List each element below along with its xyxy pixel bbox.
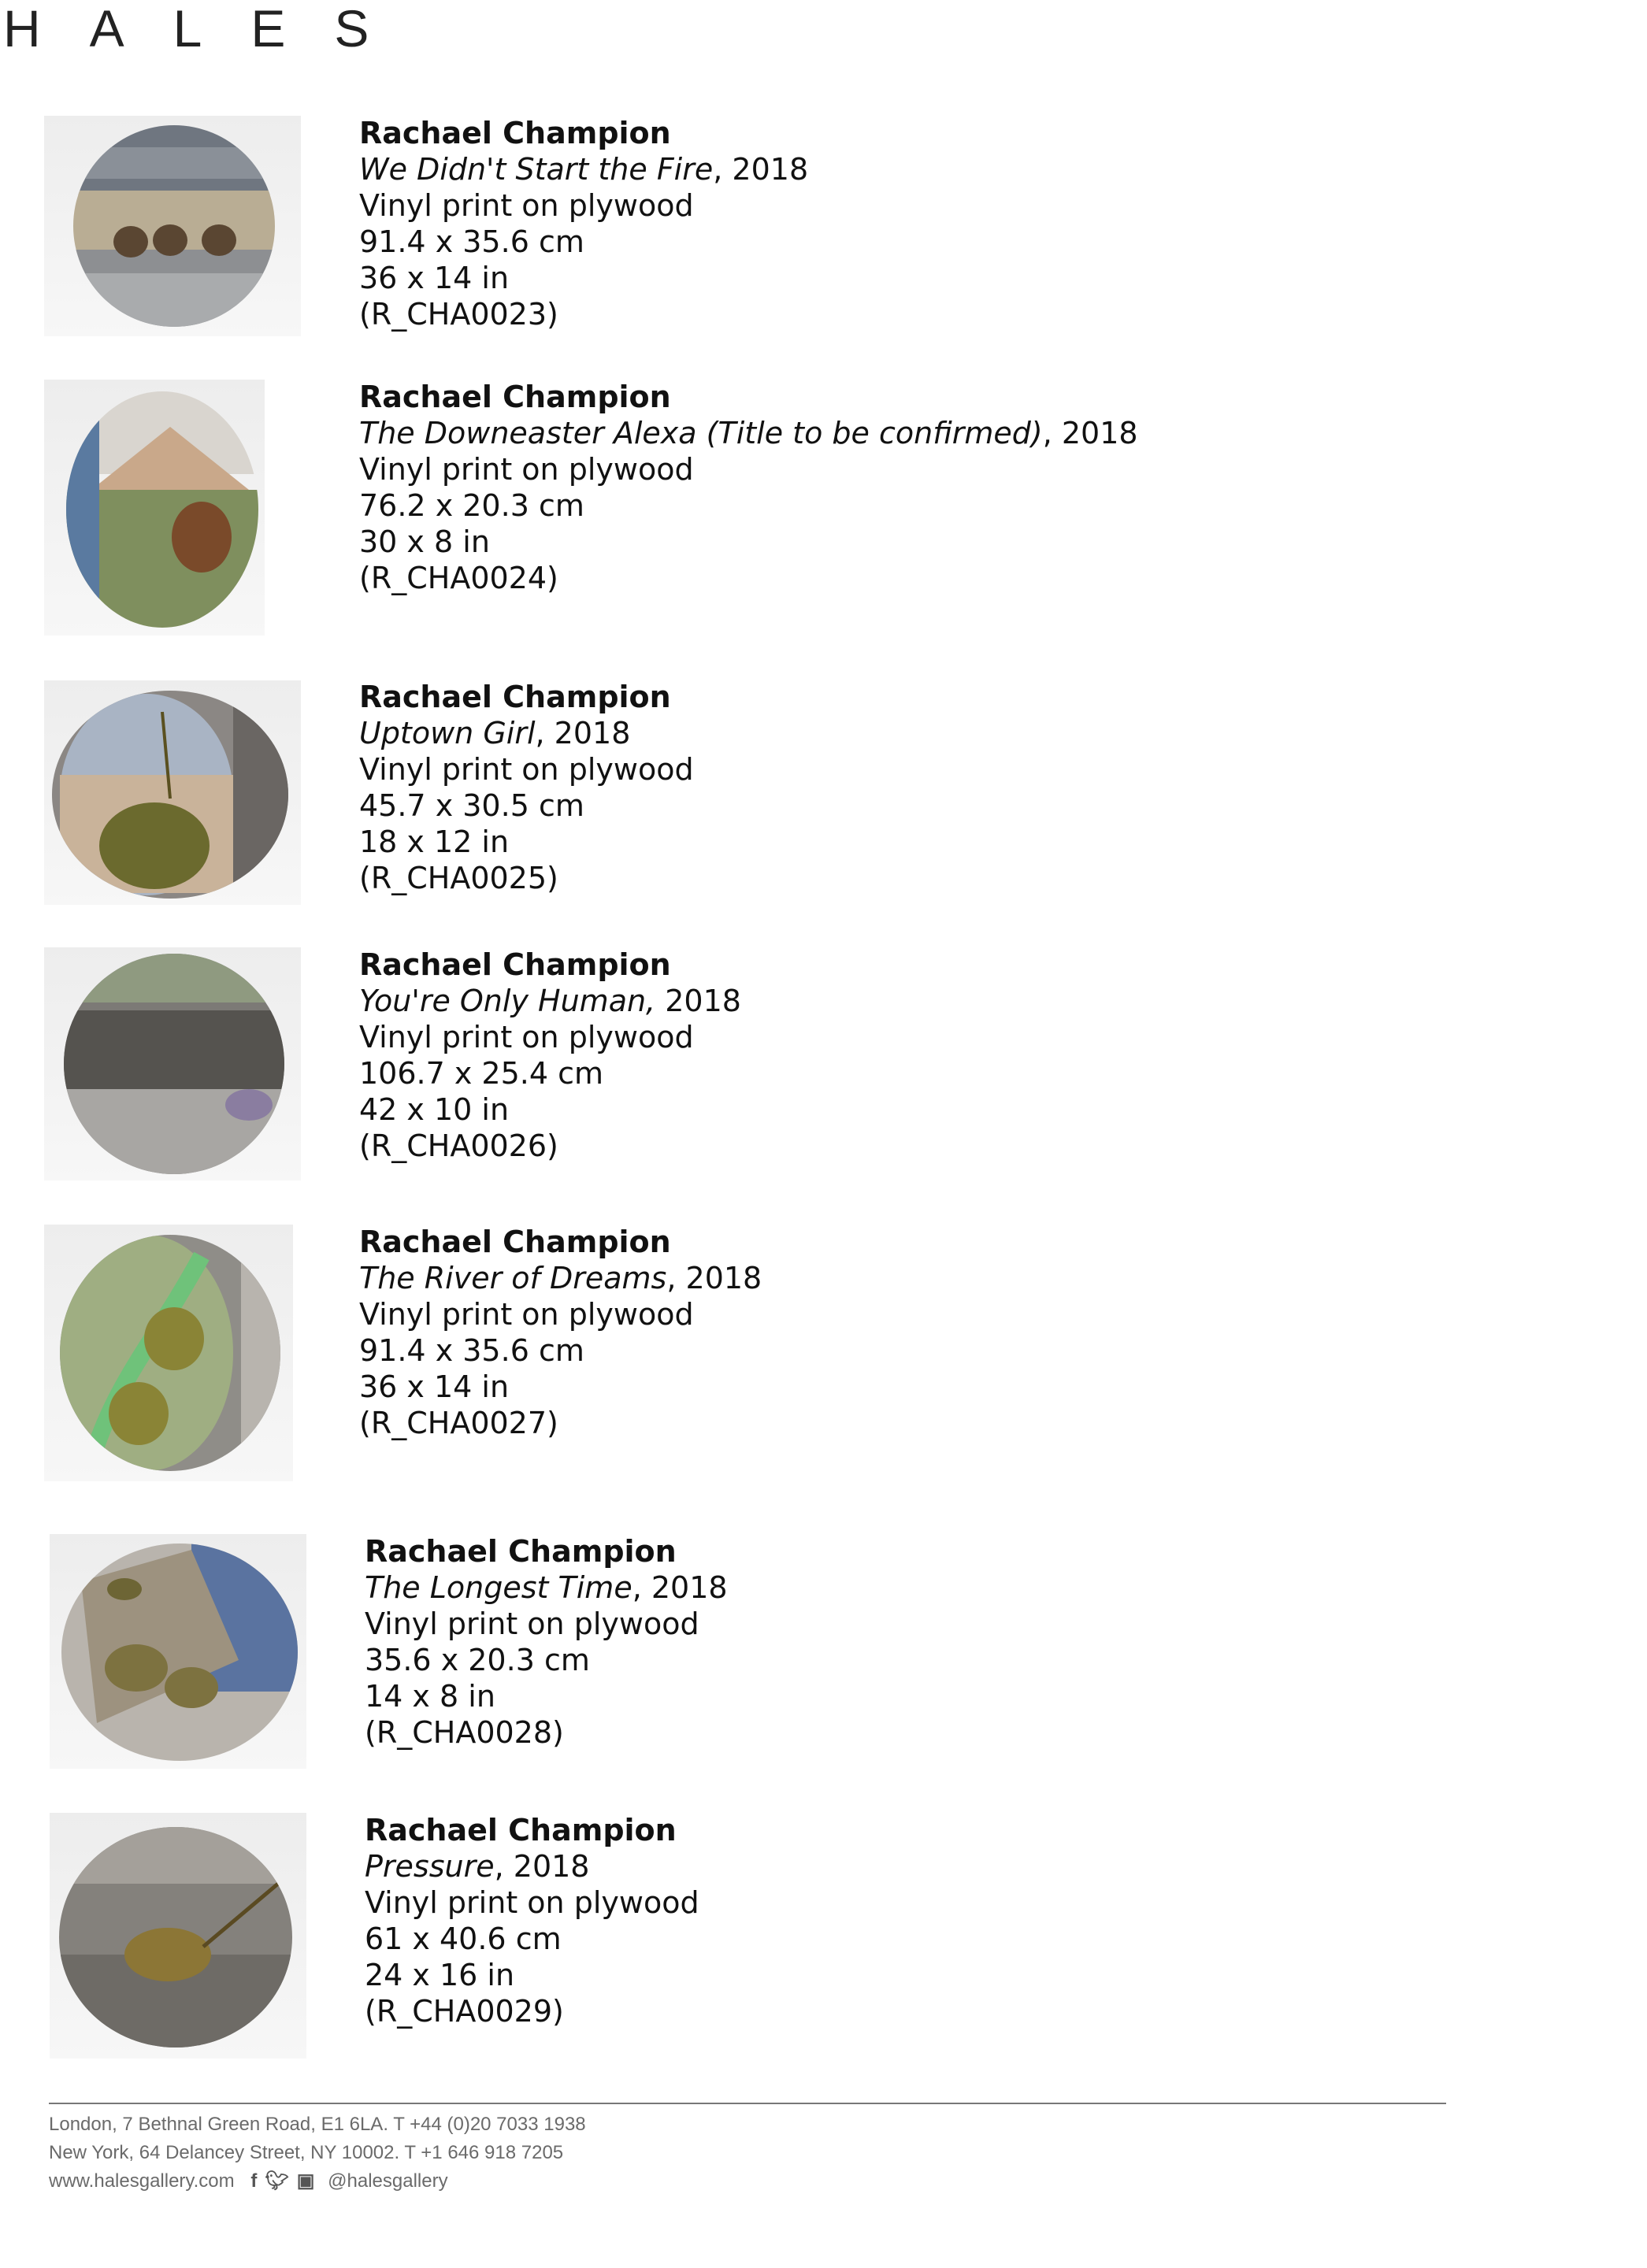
artwork-medium: Vinyl print on plywood (359, 452, 694, 487)
artwork-year: , 2018 (535, 716, 631, 750)
footer-web-row (49, 2167, 586, 2196)
artwork-year: , 2018 (632, 1570, 728, 1605)
artwork-title: The Longest Time (365, 1570, 632, 1605)
artwork-thumbnail-1 (44, 116, 301, 336)
artwork-thumbnail-4 (44, 947, 301, 1180)
artwork-thumbnail-3 (44, 680, 301, 905)
dimensions-cm: 76.2 x 20.3 cm (359, 488, 584, 523)
title-line (359, 715, 694, 751)
dimensions-cm: 35.6 x 20.3 cm (365, 1643, 590, 1677)
artwork-image-2 (44, 380, 265, 636)
artwork-caption-4 (359, 947, 741, 1164)
artwork-image-7 (50, 1813, 306, 2059)
facebook-icon[interactable]: f (250, 2170, 258, 2192)
artwork-image-3 (44, 680, 301, 905)
title-line (359, 1260, 762, 1296)
artist-name: Rachael Champion (365, 1534, 677, 1569)
artwork-thumbnail-7 (50, 1813, 306, 2059)
reference-code: (R_CHA0028) (365, 1715, 564, 1750)
artwork-year: , 2018 (494, 1849, 590, 1884)
dimensions-in: 36 x 14 in (359, 261, 510, 295)
artist-name: Rachael Champion (365, 1813, 677, 1847)
artwork-year: 2018 (655, 984, 741, 1018)
dimensions-in: 14 x 8 in (365, 1679, 495, 1714)
dimensions-cm: 45.7 x 30.5 cm (359, 788, 584, 823)
instagram-icon[interactable]: ▣ (296, 2170, 315, 2192)
london-address: London, 7 Bethnal Green Road, E1 6LA. T +44 (0)20 7033 1938 (49, 2114, 586, 2135)
dimensions-cm: 91.4 x 35.6 cm (359, 1333, 584, 1368)
social-icons (250, 2167, 322, 2196)
artwork-caption-2 (359, 379, 1138, 596)
title-line (359, 415, 1138, 451)
newyork-address: New York, 64 Delancey Street, NY 10002. T +1 646 918 7205 (49, 2142, 564, 2163)
reference-code: (R_CHA0027) (359, 1406, 558, 1440)
artwork-title: Pressure (365, 1849, 495, 1884)
artwork-medium: Vinyl print on plywood (365, 1606, 699, 1641)
artist-name: Rachael Champion (359, 380, 671, 414)
artwork-year: , 2018 (666, 1261, 762, 1295)
reference-code: (R_CHA0024) (359, 561, 558, 595)
artist-name: Rachael Champion (359, 1225, 671, 1259)
artwork-title: You're Only Human, (359, 984, 656, 1018)
artwork-medium: Vinyl print on plywood (359, 1020, 694, 1054)
artwork-title: We Didn't Start the Fire (359, 152, 714, 187)
artwork-caption-5 (359, 1224, 762, 1441)
title-line (359, 151, 808, 187)
dimensions-in: 30 x 8 in (359, 524, 490, 559)
reference-code: (R_CHA0029) (365, 1994, 564, 2029)
dimensions-cm: 91.4 x 35.6 cm (359, 224, 584, 259)
reference-code: (R_CHA0026) (359, 1128, 558, 1163)
artist-name: Rachael Champion (359, 116, 671, 150)
artwork-image-5 (44, 1225, 293, 1481)
artwork-thumbnail-2 (44, 380, 265, 636)
artwork-thumbnail-6 (50, 1534, 306, 1769)
artist-name: Rachael Champion (359, 680, 671, 714)
artwork-image-1 (44, 116, 301, 336)
artwork-caption-3 (359, 679, 694, 896)
artwork-medium: Vinyl print on plywood (359, 188, 694, 223)
dimensions-in: 36 x 14 in (359, 1369, 510, 1404)
social-handle[interactable]: @halesgallery (328, 2170, 448, 2192)
artwork-caption-6 (365, 1533, 728, 1751)
footer (49, 2110, 586, 2196)
dimensions-in: 24 x 16 in (365, 1958, 515, 1992)
reference-code: (R_CHA0023) (359, 297, 558, 332)
footer-divider (49, 2103, 1446, 2104)
dimensions-cm: 106.7 x 25.4 cm (359, 1056, 604, 1091)
reference-code: (R_CHA0025) (359, 861, 558, 895)
title-line (365, 1569, 728, 1606)
artwork-caption-1 (359, 115, 808, 332)
artwork-medium: Vinyl print on plywood (359, 752, 694, 787)
dimensions-in: 42 x 10 in (359, 1092, 510, 1127)
artwork-image-6 (50, 1534, 306, 1769)
artwork-image-4 (44, 947, 301, 1180)
dimensions-in: 18 x 12 in (359, 825, 510, 859)
twitter-icon[interactable]: 🐦︎ (265, 2170, 289, 2192)
artwork-caption-7 (365, 1812, 699, 2029)
artwork-title: The River of Dreams (359, 1261, 667, 1295)
title-line (365, 1848, 699, 1884)
artwork-thumbnail-5 (44, 1225, 293, 1481)
title-line (359, 983, 741, 1019)
dimensions-cm: 61 x 40.6 cm (365, 1922, 562, 1956)
artwork-medium: Vinyl print on plywood (359, 1297, 694, 1332)
gallery-logo: HALES (3, 0, 418, 57)
artwork-year: , 2018 (1042, 416, 1138, 450)
artwork-medium: Vinyl print on plywood (365, 1885, 699, 1920)
artwork-title: The Downeaster Alexa (Title to be confirmed) (359, 416, 1043, 450)
artwork-title: Uptown Girl (359, 716, 536, 750)
artist-name: Rachael Champion (359, 947, 671, 982)
artwork-year: , 2018 (713, 152, 809, 187)
website-link[interactable]: www.halesgallery.com (49, 2170, 235, 2192)
